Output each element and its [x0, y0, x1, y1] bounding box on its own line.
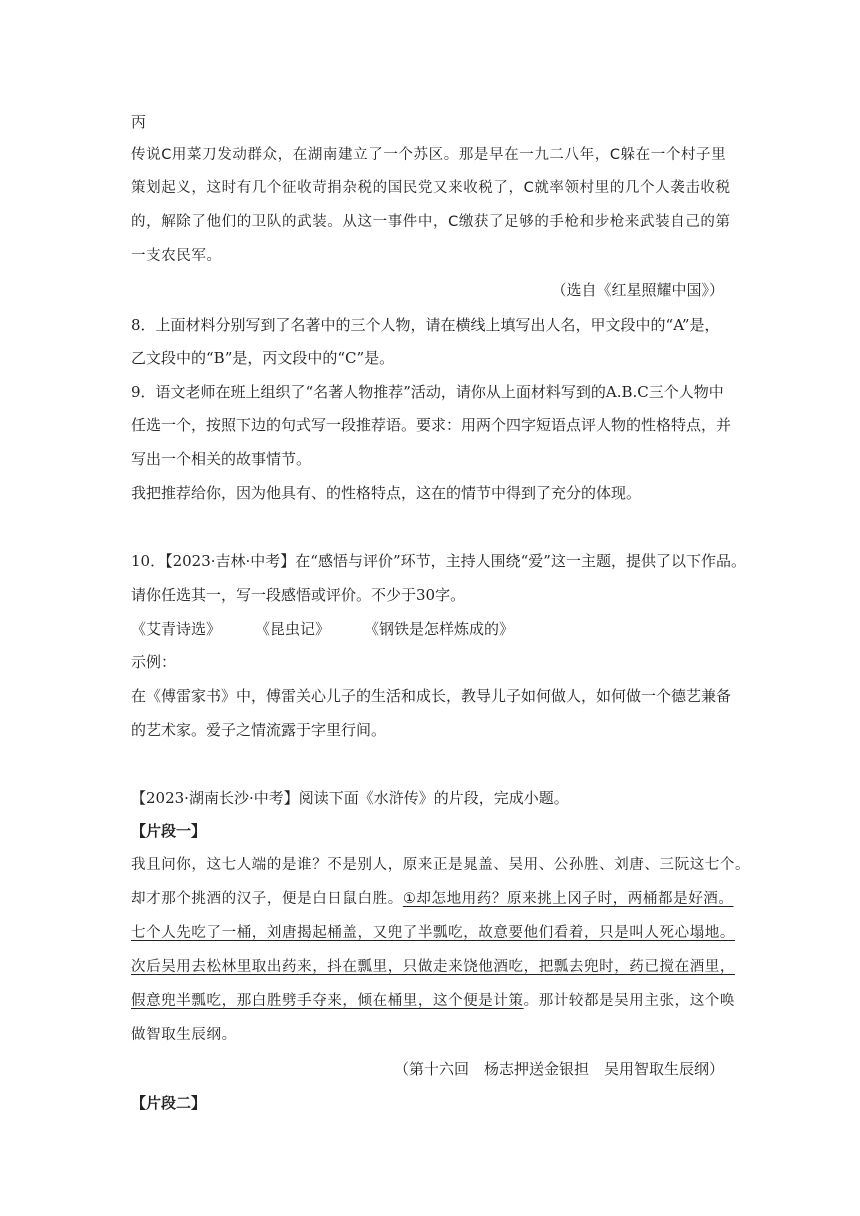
- fragment-2-label: 【片段二】: [131, 1094, 207, 1112]
- question-10-line-1: 10．【2023·吉林·中考】在“感悟与评价”环节，主持人围绕“爱”这一主题，提供了以下作品。: [131, 552, 746, 570]
- fragment-1-line-5: [131, 991, 735, 1011]
- passage-bing-line-2: 策划起义，这时有几个征收苛捐杂税的国民党又来收税了，C就率领村里的几个人袭击收税: [131, 180, 731, 196]
- example-line-1: 在《傅雷家书》中，傅雷关心儿子的生活和成长，教导儿子如何做人，如何做一个德艺兼备: [131, 687, 732, 705]
- fragment-1-line-3-underlined: 七个人先吃了一桶，刘唐揭起桶盖，又兜了半瓢吃，故意要他们看着，只是叫人死心塌地。: [131, 925, 735, 941]
- passage-intro: 【2023·湖南长沙·中考】阅读下面《水浒传》的片段，完成小题。: [131, 789, 569, 807]
- book-option-2: 《昆虫记》: [255, 620, 331, 638]
- passage-bing-line-4: 一支农民军。: [131, 248, 222, 264]
- fragment-1-line-2-underlined: ①却怎地用药？原来挑上冈子时，两桶都是好酒。: [402, 891, 734, 907]
- question-8-line-1: 8．上面材料分别写到了名著中的三个人物，请在横线上填写出人名，甲文段中的“A”是，: [131, 316, 720, 334]
- example-line-2: 的艺术家。爱子之情流露于字里行间。: [131, 721, 387, 739]
- fragment-1-line-2: [131, 889, 734, 909]
- fragment-1-label: 【片段一】: [131, 822, 207, 840]
- question-8-line-2: 乙文段中的“B”是，丙文段中的“C”是。: [131, 349, 395, 367]
- question-10-line-2: 请你任选其一，写一段感悟或评价。不少于30字。: [131, 586, 466, 604]
- source-citation: （选自《红星照耀中国》）: [551, 281, 724, 299]
- question-9-line-3: 写出一个相关的故事情节。: [131, 450, 312, 468]
- fragment-1-line-5-underlined: 假意兜半瓢吃，那白胜劈手夺来，倾在桶里，这个便是计策: [131, 993, 524, 1009]
- passage-bing-line-1: 传说C用菜刀发动群众，在湖南建立了一个苏区。那是早在一九二八年，C躲在一个村子里: [131, 147, 727, 163]
- passage-bing-line-3: 的，解除了他们的卫队的武装。从这一事件中，C缴获了足够的手枪和步枪来武装自己的第: [131, 214, 731, 230]
- book-option-3: 《钢铁是怎样炼成的》: [364, 620, 515, 638]
- book-options: [131, 619, 514, 639]
- book-option-1: 《艾青诗选》: [131, 620, 222, 638]
- question-9-template: 我把推荐给你，因为他具有、的性格特点，这在的情节中得到了充分的体现。: [131, 484, 642, 502]
- chapter-citation: （第十六回 杨志押送金银担 吴用智取生辰纲）: [393, 1060, 724, 1078]
- fragment-1-line-4: [131, 957, 735, 977]
- fragment-1-line-1: 我且问你，这七人端的是谁？不是别人，原来正是晁盖、吴用、公孙胜、刘唐、三阮这七个。: [131, 857, 751, 873]
- fragment-1-line-5-plain: 。那计较都是吴用主张，这个唤: [523, 993, 736, 1009]
- question-9-line-1: 9．语文老师在班上组织了“名著人物推荐”活动，请你从上面材料写到的A.B.C三个人物中: [131, 383, 724, 401]
- fragment-1-line-4-underlined: 次后吴用去松林里取出药来，抖在瓢里，只做走来饶他酒吃，把瓢去兜时，药已搅在酒里，: [131, 959, 735, 975]
- fragment-1-line-2-plain: 却才那个挑酒的汉子，便是白日鼠白胜。: [131, 891, 403, 907]
- question-9-line-2: 任选一个，按照下边的句式写一段推荐语。要求：用两个四字短语点评人物的性格特点，并: [131, 416, 732, 434]
- fragment-1-line-6: 做智取生辰纲。: [131, 1027, 237, 1043]
- example-label: 示例：: [131, 653, 177, 671]
- section-label-bing: 丙: [131, 113, 147, 131]
- fragment-1-line-3: [131, 923, 735, 943]
